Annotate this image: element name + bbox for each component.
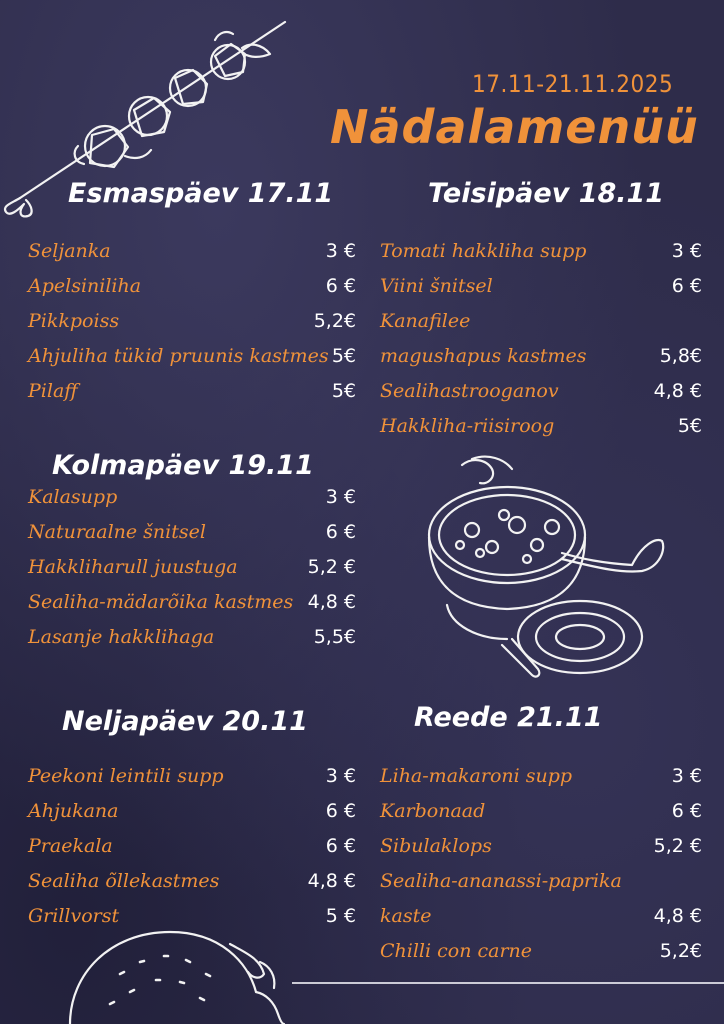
menu-item-name: Ahjuliha tükid pruunis kastmes	[28, 345, 329, 367]
menu-item	[28, 585, 356, 620]
menu-item	[28, 864, 356, 899]
menu-item	[380, 899, 702, 934]
menu-item-name: Sealiha-ananassi-paprika	[380, 870, 622, 892]
menu-item	[380, 234, 702, 269]
menu-item-price: 6 €	[325, 835, 356, 857]
menu-item-name: Sealiha-mädarõika kastmes	[28, 591, 294, 613]
menu-item-name: Sealihastrooganov	[380, 380, 559, 402]
menu-item	[28, 620, 356, 655]
menu-item-price: 3 €	[325, 486, 356, 508]
menu-item-price: 5,2€	[313, 310, 356, 332]
menu-item-price: 6 €	[671, 800, 702, 822]
menu-item-name: Lasanje hakklihaga	[28, 626, 215, 648]
menu-item	[380, 409, 702, 444]
menu-item-price: 3 €	[671, 240, 702, 262]
menu-item-price: 3 €	[671, 765, 702, 787]
date-range: 17.11-21.11.2025	[472, 70, 674, 98]
menu-item-name: Liha-makaroni supp	[380, 765, 573, 787]
menu-list-thursday	[28, 759, 356, 934]
menu-item	[28, 269, 356, 304]
menu-item-name: Pikkpoiss	[28, 310, 120, 332]
burger-icon	[60, 922, 290, 1024]
menu-item-name: Kanafilee	[380, 310, 471, 332]
menu-item-price: 4,8 €	[307, 870, 356, 892]
menu-item-name: Naturaalne šnitsel	[28, 521, 206, 543]
menu-item	[380, 374, 702, 409]
menu-item-name: kaste	[380, 905, 432, 927]
menu-item-name: Pilaff	[28, 380, 78, 402]
menu-item-name: Hakkliharull juustuga	[28, 556, 238, 578]
menu-item	[28, 515, 356, 550]
menu-item	[380, 794, 702, 829]
menu-item-price: 5€	[331, 345, 356, 367]
menu-item	[380, 339, 702, 374]
menu-item-price: 6 €	[325, 800, 356, 822]
menu-item	[380, 934, 702, 969]
menu-item-name: Sealiha õllekastmes	[28, 870, 220, 892]
menu-item-price: 5€	[677, 415, 702, 437]
menu-item-name: Praekala	[28, 835, 113, 857]
menu-item-price: 5,2 €	[307, 556, 356, 578]
menu-item-price: 5,8€	[659, 345, 702, 367]
menu-item-name: Chilli con carne	[380, 940, 533, 962]
menu-item	[28, 759, 356, 794]
menu-item-price: 3 €	[325, 240, 356, 262]
menu-item-price: 6 €	[671, 275, 702, 297]
menu-item-price: 6 €	[325, 275, 356, 297]
menu-list-wednesday	[28, 480, 356, 655]
menu-item-price: 3 €	[325, 765, 356, 787]
menu-item-price: 4,8 €	[653, 380, 702, 402]
menu-item-price: 4,8 €	[653, 905, 702, 927]
menu-item	[28, 829, 356, 864]
menu-item	[28, 550, 356, 585]
day-title-wednesday: Kolmapäev 19.11	[52, 450, 314, 481]
menu-item-price: 5 €	[325, 905, 356, 927]
menu-item-price: 5€	[331, 380, 356, 402]
day-title-tuesday: Teisipäev 18.11	[428, 178, 665, 209]
menu-list-tuesday	[380, 234, 702, 444]
menu-item-name: Hakkliha-riisiroog	[380, 415, 555, 437]
day-title-thursday: Neljapäev 20.11	[62, 706, 308, 737]
menu-item	[28, 794, 356, 829]
menu-item	[28, 480, 356, 515]
menu-item-name: Karbonaad	[380, 800, 486, 822]
menu-item	[380, 759, 702, 794]
menu-item	[380, 304, 702, 339]
menu-item-name: Tomati hakkliha supp	[380, 240, 587, 262]
soup-pot-icon	[412, 455, 672, 695]
menu-item-name: Ahjukana	[28, 800, 119, 822]
menu-item	[28, 374, 356, 409]
menu-item	[28, 234, 356, 269]
day-title-monday: Esmaspäev 17.11	[68, 178, 334, 209]
menu-item	[28, 339, 356, 374]
menu-item-price: 5,5€	[313, 626, 356, 648]
menu-item-name: Kalasupp	[28, 486, 118, 508]
divider	[292, 982, 724, 984]
page-title: Nädalamenüü	[330, 100, 699, 154]
menu-item-name: Grillvorst	[28, 905, 120, 927]
menu-list-friday	[380, 759, 702, 969]
menu-item-price: 4,8 €	[307, 591, 356, 613]
menu-item-price: 5,2€	[659, 940, 702, 962]
menu-item	[380, 829, 702, 864]
day-title-friday: Reede 21.11	[414, 702, 603, 733]
menu-list-monday	[28, 234, 356, 409]
menu-item-price: 5,2 €	[653, 835, 702, 857]
menu-item-name: Sibulaklops	[380, 835, 492, 857]
menu-item-name: Peekoni leintili supp	[28, 765, 224, 787]
menu-item-price: 6 €	[325, 521, 356, 543]
menu-item	[380, 269, 702, 304]
menu-item	[380, 864, 702, 899]
menu-item-name: Seljanka	[28, 240, 111, 262]
menu-item-name: Apelsiniliha	[28, 275, 142, 297]
menu-item-name: Viini šnitsel	[380, 275, 493, 297]
menu-item	[28, 304, 356, 339]
menu-item-name: magushapus kastmes	[380, 345, 587, 367]
